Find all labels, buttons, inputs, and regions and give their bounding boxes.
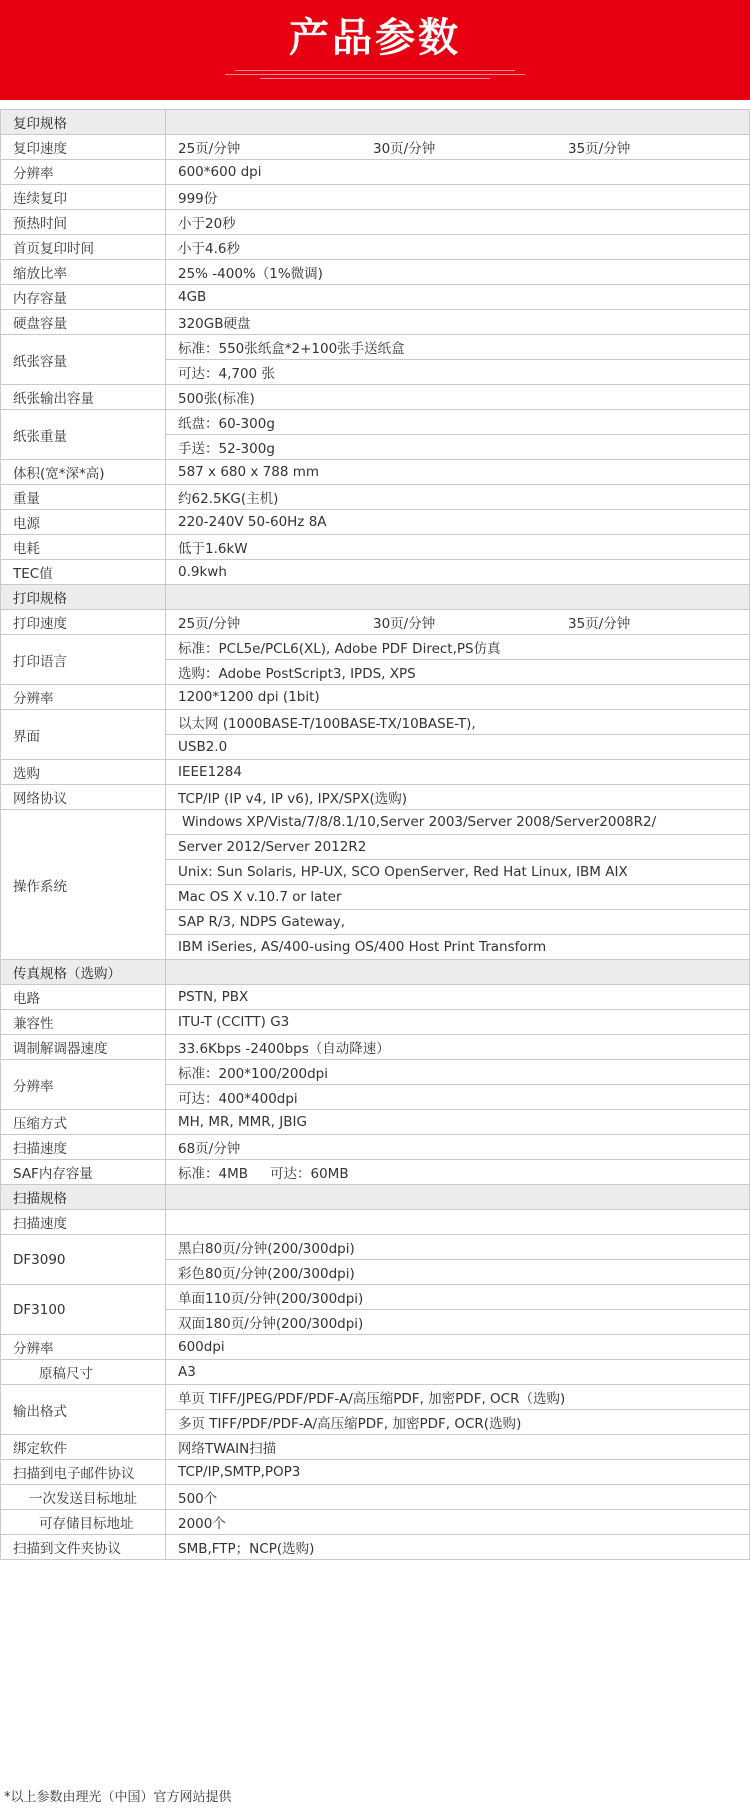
row-value: 600*600 dpi bbox=[166, 160, 750, 185]
row-value: 标准：PCL5e/PCL6(XL), Adobe PDF Direct,PS仿真 bbox=[166, 635, 750, 660]
row-label: 纸张容量 bbox=[1, 335, 166, 385]
spec-table bbox=[0, 109, 750, 1560]
row-label: 分辨率 bbox=[1, 1335, 166, 1360]
row-value: 单页 TIFF/JPEG/PDF/PDF-A/高压缩PDF, 加密PDF, OCR（选购) bbox=[166, 1385, 750, 1410]
table-row bbox=[1, 635, 750, 660]
row-value: 小于4.6秒 bbox=[166, 235, 750, 260]
row-value: 纸盘：60-300g bbox=[166, 410, 750, 435]
row-value: TCP/IP (IP v4, IP v6), IPX/SPX(选购) bbox=[166, 785, 750, 810]
section-title: 打印规格 bbox=[1, 585, 166, 610]
value-column: 35页/分钟 bbox=[568, 616, 631, 632]
table-row bbox=[1, 1235, 750, 1260]
row-value: 低于1.6kW bbox=[166, 535, 750, 560]
table-row bbox=[1, 135, 750, 160]
value-column: 可达：60MB bbox=[270, 1166, 349, 1182]
row-label: 分辨率 bbox=[1, 160, 166, 185]
row-value: IEEE1284 bbox=[166, 760, 750, 785]
table-row bbox=[1, 335, 750, 360]
table-row bbox=[1, 760, 750, 785]
row-value: Mac OS X v.10.7 or later bbox=[166, 885, 750, 910]
row-value bbox=[166, 1185, 750, 1210]
table-row bbox=[1, 210, 750, 235]
row-value: 1200*1200 dpi (1bit) bbox=[166, 685, 750, 710]
row-label: 缩放比率 bbox=[1, 260, 166, 285]
row-value: Windows XP/Vista/7/8/8.1/10,Server 2003/Server 2008/Server2008R2/ bbox=[166, 810, 750, 835]
value-column: 35页/分钟 bbox=[568, 141, 631, 157]
row-value bbox=[166, 110, 750, 135]
value-column: 标准：4MB bbox=[178, 1166, 248, 1182]
row-value: 可达：4,700 张 bbox=[166, 360, 750, 385]
row-value: 4GB bbox=[166, 285, 750, 310]
row-value bbox=[166, 135, 750, 160]
row-value: 选购：Adobe PostScript3, IPDS, XPS bbox=[166, 660, 750, 685]
table-row bbox=[1, 260, 750, 285]
row-value: A3 bbox=[166, 1360, 750, 1385]
table-row bbox=[1, 1485, 750, 1510]
value-column: 30页/分钟 bbox=[373, 616, 436, 632]
row-value: 彩色80页/分钟(200/300dpi) bbox=[166, 1260, 750, 1285]
row-label: 电路 bbox=[1, 985, 166, 1010]
row-value: Server 2012/Server 2012R2 bbox=[166, 835, 750, 860]
row-label: DF3100 bbox=[1, 1285, 166, 1335]
row-label: 原稿尺寸 bbox=[1, 1360, 166, 1385]
header-decoration bbox=[220, 70, 530, 79]
row-value: ITU-T (CCITT) G3 bbox=[166, 1010, 750, 1035]
table-row bbox=[1, 285, 750, 310]
row-label: 扫描到电子邮件协议 bbox=[1, 1460, 166, 1485]
row-label: 扫描到文件夹协议 bbox=[1, 1535, 166, 1560]
row-label: 调制解调器速度 bbox=[1, 1035, 166, 1060]
row-label: 扫描速度 bbox=[1, 1210, 166, 1235]
page-title: 产品参数 bbox=[289, 15, 461, 61]
row-value bbox=[166, 1210, 750, 1235]
row-value: PSTN, PBX bbox=[166, 985, 750, 1010]
row-label: 输出格式 bbox=[1, 1385, 166, 1435]
row-value: 68页/分钟 bbox=[166, 1135, 750, 1160]
table-row bbox=[1, 1535, 750, 1560]
row-label: 硬盘容量 bbox=[1, 310, 166, 335]
table-row bbox=[1, 610, 750, 635]
table-row bbox=[1, 785, 750, 810]
row-label: 连续复印 bbox=[1, 185, 166, 210]
row-label: DF3090 bbox=[1, 1235, 166, 1285]
row-value: 手送：52-300g bbox=[166, 435, 750, 460]
section-row bbox=[1, 110, 750, 135]
row-label: 内存容量 bbox=[1, 285, 166, 310]
row-value: 2000个 bbox=[166, 1510, 750, 1535]
table-row bbox=[1, 385, 750, 410]
row-label: 电耗 bbox=[1, 535, 166, 560]
row-label: 重量 bbox=[1, 485, 166, 510]
row-label: 打印速度 bbox=[1, 610, 166, 635]
table-row bbox=[1, 1510, 750, 1535]
row-label: 网络协议 bbox=[1, 785, 166, 810]
table-row bbox=[1, 810, 750, 835]
row-label: 分辨率 bbox=[1, 1060, 166, 1110]
row-value: MH, MR, MMR, JBIG bbox=[166, 1110, 750, 1135]
table-row bbox=[1, 1335, 750, 1360]
row-label: 界面 bbox=[1, 710, 166, 760]
table-row bbox=[1, 1460, 750, 1485]
row-label: 兼容性 bbox=[1, 1010, 166, 1035]
row-value: SMB,FTP；NCP(选购) bbox=[166, 1535, 750, 1560]
row-value: 33.6Kbps -2400bps（自动降速） bbox=[166, 1035, 750, 1060]
table-row bbox=[1, 310, 750, 335]
table-row bbox=[1, 685, 750, 710]
row-label: TEC值 bbox=[1, 560, 166, 585]
table-row bbox=[1, 1035, 750, 1060]
row-label: 绑定软件 bbox=[1, 1435, 166, 1460]
row-value: 可达：400*400dpi bbox=[166, 1085, 750, 1110]
table-row bbox=[1, 1010, 750, 1035]
row-label: 体积(宽*深*高) bbox=[1, 460, 166, 485]
table-row bbox=[1, 1160, 750, 1185]
footnote: *以上参数由理光（中国）官方网站提供 bbox=[4, 1790, 232, 1805]
table-row bbox=[1, 1285, 750, 1310]
table-row bbox=[1, 1060, 750, 1085]
value-column: 25页/分钟 bbox=[178, 616, 241, 632]
row-label: 纸张重量 bbox=[1, 410, 166, 460]
row-value: SAP R/3, NDPS Gateway, bbox=[166, 910, 750, 935]
table-row bbox=[1, 485, 750, 510]
table-row bbox=[1, 560, 750, 585]
row-label: 纸张输出容量 bbox=[1, 385, 166, 410]
row-label: 一次发送目标地址 bbox=[1, 1485, 166, 1510]
table-row bbox=[1, 410, 750, 435]
row-value: 单面110页/分钟(200/300dpi) bbox=[166, 1285, 750, 1310]
row-value: 黑白80页/分钟(200/300dpi) bbox=[166, 1235, 750, 1260]
row-label: 首页复印时间 bbox=[1, 235, 166, 260]
row-value: IBM iSeries, AS/400-using OS/400 Host Print Transform bbox=[166, 935, 750, 960]
table-row bbox=[1, 460, 750, 485]
row-value: 999份 bbox=[166, 185, 750, 210]
row-value: 多页 TIFF/PDF/PDF-A/高压缩PDF, 加密PDF, OCR(选购) bbox=[166, 1410, 750, 1435]
row-label: 预热时间 bbox=[1, 210, 166, 235]
table-row bbox=[1, 535, 750, 560]
row-value: 320GB硬盘 bbox=[166, 310, 750, 335]
row-value: 500个 bbox=[166, 1485, 750, 1510]
row-value: 标准：550张纸盒*2+100张手送纸盒 bbox=[166, 335, 750, 360]
row-label: SAF内存容量 bbox=[1, 1160, 166, 1185]
row-value: 双面180页/分钟(200/300dpi) bbox=[166, 1310, 750, 1335]
table-row bbox=[1, 1210, 750, 1235]
row-value: 587 x 680 x 788 mm bbox=[166, 460, 750, 485]
table-row bbox=[1, 510, 750, 535]
row-value: USB2.0 bbox=[166, 735, 750, 760]
value-column: 25页/分钟 bbox=[178, 141, 241, 157]
table-row bbox=[1, 1135, 750, 1160]
table-row bbox=[1, 1110, 750, 1135]
section-title: 扫描规格 bbox=[1, 1185, 166, 1210]
page-header bbox=[0, 0, 750, 100]
row-value: 600dpi bbox=[166, 1335, 750, 1360]
table-row bbox=[1, 235, 750, 260]
row-value: 标准：200*100/200dpi bbox=[166, 1060, 750, 1085]
row-label: 扫描速度 bbox=[1, 1135, 166, 1160]
table-row bbox=[1, 1385, 750, 1410]
row-value bbox=[166, 960, 750, 985]
row-value: 小于20秒 bbox=[166, 210, 750, 235]
row-value: 0.9kwh bbox=[166, 560, 750, 585]
row-label: 复印速度 bbox=[1, 135, 166, 160]
row-label: 压缩方式 bbox=[1, 1110, 166, 1135]
row-value bbox=[166, 585, 750, 610]
row-value: 220-240V 50-60Hz 8A bbox=[166, 510, 750, 535]
table-row bbox=[1, 985, 750, 1010]
table-row bbox=[1, 185, 750, 210]
row-label: 可存储目标地址 bbox=[1, 1510, 166, 1535]
row-label: 电源 bbox=[1, 510, 166, 535]
section-title: 传真规格（选购） bbox=[1, 960, 166, 985]
row-value bbox=[166, 1160, 750, 1185]
section-row bbox=[1, 960, 750, 985]
row-value bbox=[166, 610, 750, 635]
section-row bbox=[1, 585, 750, 610]
row-value: 约62.5KG(主机) bbox=[166, 485, 750, 510]
row-value: 25% -400%（1%微调) bbox=[166, 260, 750, 285]
row-value: 以太网 (1000BASE-T/100BASE-TX/10BASE-T), bbox=[166, 710, 750, 735]
row-label: 打印语言 bbox=[1, 635, 166, 685]
row-label: 操作系统 bbox=[1, 810, 166, 960]
table-row bbox=[1, 160, 750, 185]
value-column: 30页/分钟 bbox=[373, 141, 436, 157]
row-value: 网络TWAIN扫描 bbox=[166, 1435, 750, 1460]
table-row bbox=[1, 710, 750, 735]
section-row bbox=[1, 1185, 750, 1210]
section-title: 复印规格 bbox=[1, 110, 166, 135]
table-row bbox=[1, 1435, 750, 1460]
row-value: TCP/IP,SMTP,POP3 bbox=[166, 1460, 750, 1485]
row-label: 分辨率 bbox=[1, 685, 166, 710]
row-label: 选购 bbox=[1, 760, 166, 785]
row-value: 500张(标准) bbox=[166, 385, 750, 410]
row-value: Unix: Sun Solaris, HP-UX, SCO OpenServer, Red Hat Linux, IBM AIX bbox=[166, 860, 750, 885]
table-row bbox=[1, 1360, 750, 1385]
